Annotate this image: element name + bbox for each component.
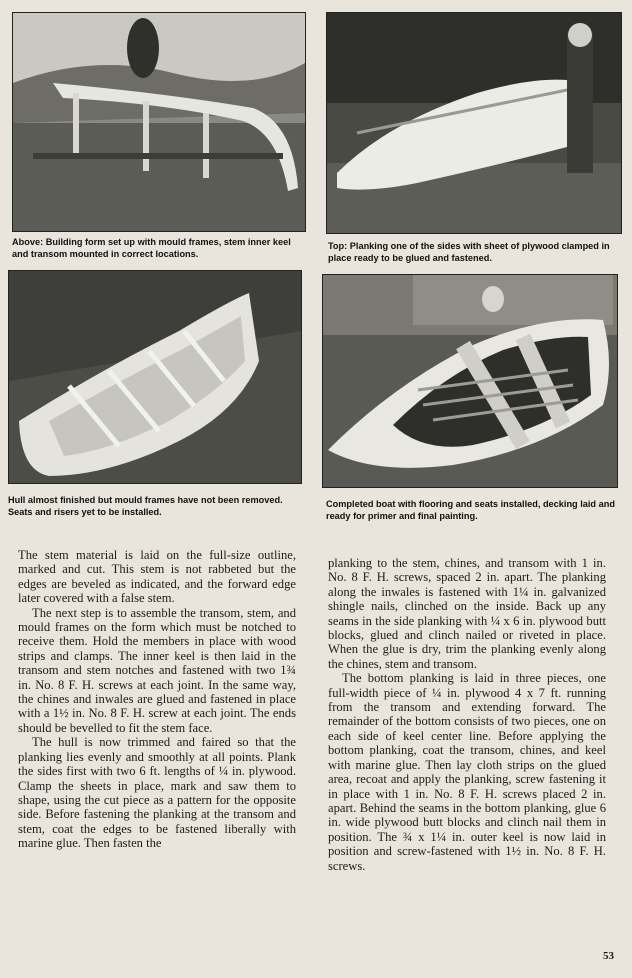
article-paragraph: planking to the stem, chines, and transom with 1 in. No. 8 F. H. screws, spaced 2 in. apart. The planking along the inwales is fastened with 1¼ in. galvanized shingle nails, clinched on the inside. Back up any seams in the side planking with ¼ x 6 in. plywood butt blocks, glued and clinch nailed or riveted in place. When the glue is dry, trim the planking evenly along the chines, stem and transom.	[328, 556, 606, 671]
photo-building-form	[12, 12, 306, 232]
article-paragraph: The next step is to assemble the transom, stem, and mould frames on the form which must be notched to receive them. Hold the members in place with wood strips and clamps. The inner keel is then laid in the transom and stem notches and fastened with two 1¾ in. No. 8 F. H. screws at each joint. In the same way, the chines and inwales are glued and fastened in place with a 1½ in. No. 8 F. H. screw at each joint. The ends should be bevelled to fit the stem face.	[18, 605, 296, 735]
article-right-column	[328, 556, 606, 873]
article-paragraph: The hull is now trimmed and faired so that the planking lies evenly and smoothly at all points. Plank the sides first with two 6 ft. lengths of ¼ in. plywood. Clamp the sheets in place, mark and saw them to shape, using the cut piece as a pattern for the opposite side. Before fastening the planking at the transom and stem, coat the edges to be fastened liberally with marine glue. Then fasten the	[18, 735, 296, 851]
caption-lead: Above:	[12, 237, 44, 247]
caption-lead: Top:	[328, 241, 348, 251]
article-left-column	[18, 548, 296, 851]
caption-planking-sides	[328, 240, 620, 264]
article-paragraph: The stem material is laid on the full-size outline, marked and cut. This stem is not rabbeted but the edges are beveled as indicated, and the forward edge later covered with a false stem.	[18, 548, 296, 606]
caption-hull-almost-finished	[8, 494, 302, 518]
caption-text: Hull almost finished but mould frames have not been removed. Seats and risers yet to be installed.	[8, 495, 283, 517]
caption-text: Planking one of the sides with sheet of plywood clamped in place ready to be glued and fastened.	[328, 241, 610, 263]
caption-building-form	[12, 236, 304, 260]
caption-completed-boat	[326, 498, 618, 522]
article-paragraph: The bottom planking is laid in three pieces, one full-width piece of ¼ in. plywood 4 x 7 ft. running from the transom and extending forward. The remainder of the bottom consists of two pieces, one on each side of keel center line. Before applying the bottom planking, coat the transom, chines, and keel with marine glue. Then lay cloth strips on the glued area, recoat and apply the planking, screw fastening it in place with 1 in. No. 8 F. H. screws placed 2 in. apart. Behind the seams in the bottom planking, glue 6 in. wide plywood butt blocks and clinch nail them in position. The ¾ x 1¼ in. outer keel is now laid in position and screw-fastened with 1½ in. No. 8 F. H. screws.	[328, 671, 606, 873]
photo-planking-sides	[326, 12, 622, 234]
photo-completed-boat	[322, 274, 618, 488]
caption-text: Building form set up with mould frames, stem inner keel and transom mounted in correct locations.	[12, 237, 291, 259]
photo-hull-almost-finished	[8, 270, 302, 484]
page-number: 53	[603, 950, 614, 962]
caption-text: Completed boat with flooring and seats installed, decking laid and ready for primer and final painting.	[326, 499, 615, 521]
